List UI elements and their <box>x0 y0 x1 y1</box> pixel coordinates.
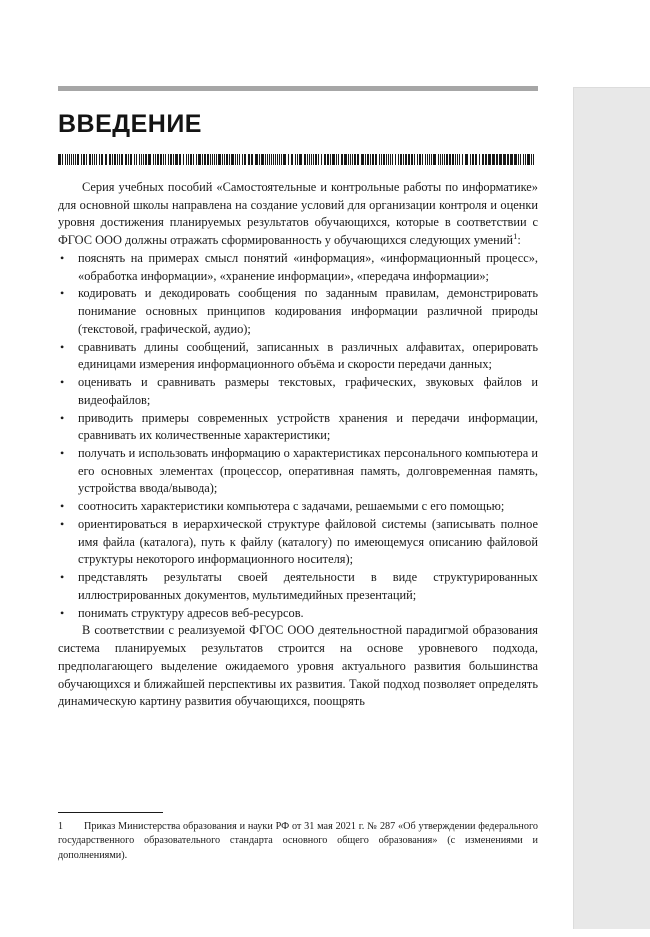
list-item <box>58 445 538 498</box>
bullet-icon: • <box>60 516 65 531</box>
footnote-marker: 1 <box>58 821 63 832</box>
page-content <box>58 86 538 711</box>
list-item <box>58 339 538 374</box>
intro-paragraph-text: Серия учебных пособий «Самостоятельные и контрольные работы по информатике» для основной школы направлена на создание условий для организации контроля и оценки уровня достижения планируемых результатов обучающихся, которые в соответствии с ФГОС ООО должны отражать сформированность у обучающихся следующих умений <box>58 180 538 248</box>
list-item <box>58 605 538 623</box>
list-item-text: сравнивать длины сообщений, записанных в различных алфавитах, оперировать единицами измерения информационного объёма и скорости передачи данных; <box>78 339 538 372</box>
list-item <box>58 285 538 338</box>
list-item <box>58 569 538 604</box>
list-item <box>58 410 538 445</box>
footnote-text: Приказ Министерства образования и науки РФ от 31 мая 2021 г. № 287 «Об утверждении федерального государственного образовательного стандарта основного общего образования» (с изменениями и дополнениями). <box>58 821 538 861</box>
footnote-body <box>58 820 538 863</box>
bullet-icon: • <box>60 286 65 301</box>
intro-paragraph-colon: : <box>517 233 521 248</box>
bullet-icon: • <box>60 410 65 425</box>
right-side-panel <box>573 87 650 929</box>
bullet-icon: • <box>60 250 65 265</box>
list-item-text: представлять результаты своей деятельности в виде структурированных иллюстрированных документов, мультимедийных презентаций; <box>78 570 538 602</box>
list-item <box>58 250 538 285</box>
bullet-icon: • <box>60 605 65 620</box>
body-text <box>58 179 538 711</box>
bullet-icon: • <box>60 499 65 514</box>
intro-paragraph <box>58 179 538 250</box>
page-title: ВВЕДЕНИЕ <box>58 110 202 138</box>
bullet-icon: • <box>60 570 65 585</box>
header-top-rule <box>58 86 538 91</box>
list-item <box>58 498 538 516</box>
bullet-icon: • <box>60 446 65 461</box>
footnote-reference: 1 <box>513 231 518 242</box>
closing-paragraph: В соответствии с реализуемой ФГОС ООО деятельностной парадигмой образования система планируемых результатов строится на основе уровневого подхода, предполагающего выделение ожидаемого уровня актуального развития большинства обучающихся и ближайшей перспективы их развития. Такой подход позволяет определять динамическую картину развития обучающихся, поощрять <box>58 623 538 709</box>
list-item-text: приводить примеры современных устройств хранения и передачи информации, сравнивать их количественные характеристики; <box>78 410 538 443</box>
list-item-text: ориентироваться в иерархической структуре файловой системы (записывать полное имя файла (каталога), путь к файлу (каталогу) по имеющемуся описанию файловой структуры некоторого информационного носителя); <box>78 516 538 567</box>
footnote-separator-rule <box>58 812 163 813</box>
list-item-text: кодировать и декодировать сообщения по заданным правилам, демонстрировать понимание основных принципов кодирования информации различной природы (текстовой, графической, аудио); <box>78 286 538 336</box>
list-item <box>58 516 538 569</box>
bullet-icon: • <box>60 375 65 390</box>
list-item <box>58 374 538 409</box>
list-item-text: понимать структуру адресов веб-ресурсов. <box>78 605 304 620</box>
list-item-text: получать и использовать информацию о характеристиках персонального компьютера и его основных элементах (процессор, оперативная память, долговременная память, устройства ввода/вывода); <box>78 446 538 496</box>
barcode-divider-ornament <box>58 154 538 165</box>
list-item-text: соотносить характеристики компьютера с задачами, решаемыми с его помощью; <box>78 499 505 514</box>
skills-list <box>58 250 538 622</box>
bullet-icon: • <box>60 339 65 354</box>
list-item-text: пояснять на примерах смысл понятий «информация», «информационный процесс», «обработка информации», «хранение информации», «передача информации»; <box>78 250 538 283</box>
footnote-text-wrapper <box>58 820 538 863</box>
footnote-block <box>58 812 538 863</box>
list-item-text: оценивать и сравнивать размеры текстовых, графических, звуковых файлов и видеофайлов; <box>78 375 538 407</box>
